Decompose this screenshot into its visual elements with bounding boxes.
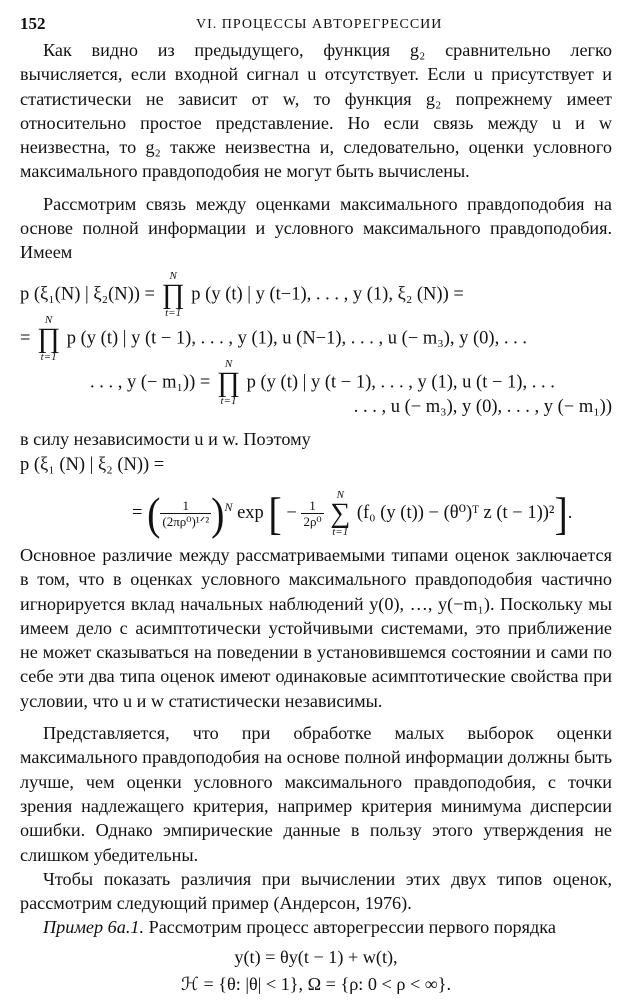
page-header [20, 8, 612, 38]
example-label: Пример 6а.1. [43, 917, 145, 938]
paragraph-4: Основное различие между рассматриваемыми типами оценок заключается в том, что в оценках условного максимального правдоподобия частично игнорируется вклад начальных наблюдений y(0), …, y(−m₁). Поскольку мы имеем дело с асимптотически устойчивыми системами, это приближение не может сказываться на поведении в установившемся состоянии и сами по себе эти два типа оценок имеют одинаковые асимптотические свойства при условии, что u и w статистически независимы. [20, 544, 612, 711]
sum-operator: N ∑ t=1 [330, 488, 351, 538]
formula-line-6: = ( $\frac{1}{\text{(2πρ⁰)¹ᐟ²}}$ )$^N$ exp [ − $\frac{1}{\text{2ρ⁰}}$ N ∑ t=1 (f₀ (y (t)) − (θ⁰)ᵀ z (t − 1))²]. [132, 487, 573, 540]
formula-line-4: . . . , u (− m₃), y (0), . . . , y (− m₁)) [353, 396, 612, 417]
page-number: 152 [20, 14, 46, 33]
paragraph-3: в силу независимости u и w. Поэтому [20, 428, 311, 449]
formula-line-2: = N ∏ t=1 p (y (t) | y (t − 1), . . . , y (1), u (N−1), . . . , u (− m₃), y (0), . . . [20, 313, 527, 363]
book-page [20, 8, 612, 998]
fraction-2: $\frac{1}{\text{2ρ⁰}}$ [303, 498, 322, 530]
paragraph-1: Как видно из предыдущего, функция g₂ сравнительно легко вычисляется, если входной сигнал u отсутствует. Если u присутствует и статистически не зависит от w, то функция g₂ попрежнему имеет относительно простое представление. Но если связь между u и w неизвестна, то g₂ также неизвестна и, следовательно, оценки условного максимального правдоподобия не могут быть вычислены. [20, 40, 612, 182]
paragraph-5: Представляется, что при обработке малых выборок оценки максимального правдоподобия на основе полной информации должны быть лучше, чем оценки условного максимального правдоподобия, с точки зрения надлежащего критерия, например критерия минимума дисперсии ошибки. Однако эмпирические данные в пользу этого утверждения не слишком убедительны. [20, 723, 612, 865]
equation-sets: ℋ = {θ: |θ| < 1}, Ω = {ρ: 0 < ρ < ∞}. [180, 973, 451, 994]
paragraph-6: Чтобы показать различия при вычислении этих двух типов оценок, рассмотрим следующий пример (Андерсон, 1976). [20, 868, 612, 914]
paragraph-2: Рассмотрим связь между оценками максимального правдоподобия на основе полной информации и условного максимального правдоподобия. Имеем [20, 193, 612, 263]
paragraph-7: Пример 6а.1. Рассмотрим процесс авторегрессии первого порядка [43, 917, 556, 938]
product-operator: N ∏ t=1 [216, 357, 241, 407]
fraction-1: $\frac{1}{\text{(2πρ⁰)¹ᐟ²}}$ [162, 498, 210, 530]
equation-ar1: y(t) = θy(t − 1) + w(t), [234, 946, 398, 967]
formula-line-1: p (ξ₁(N) | ξ₂(N)) = N ∏ t=1 p (y (t) | y (t−1), . . . , y (1), ξ₂ (N)) = [20, 269, 464, 319]
product-operator: N ∏ t=1 [161, 269, 185, 319]
product-operator: N ∏ t=1 [37, 313, 61, 363]
running-title: VI. ПРОЦЕССЫ АВТОРЕГРЕССИИ [196, 17, 443, 32]
formula-line-3: . . . , y (− m₁)) = N ∏ t=1 p (y (t) | y (t − 1), . . . , y (1), u (t − 1), . . . [90, 357, 555, 407]
formula-line-5: p (ξ₁ (N) | ξ₂ (N)) = [20, 454, 165, 475]
